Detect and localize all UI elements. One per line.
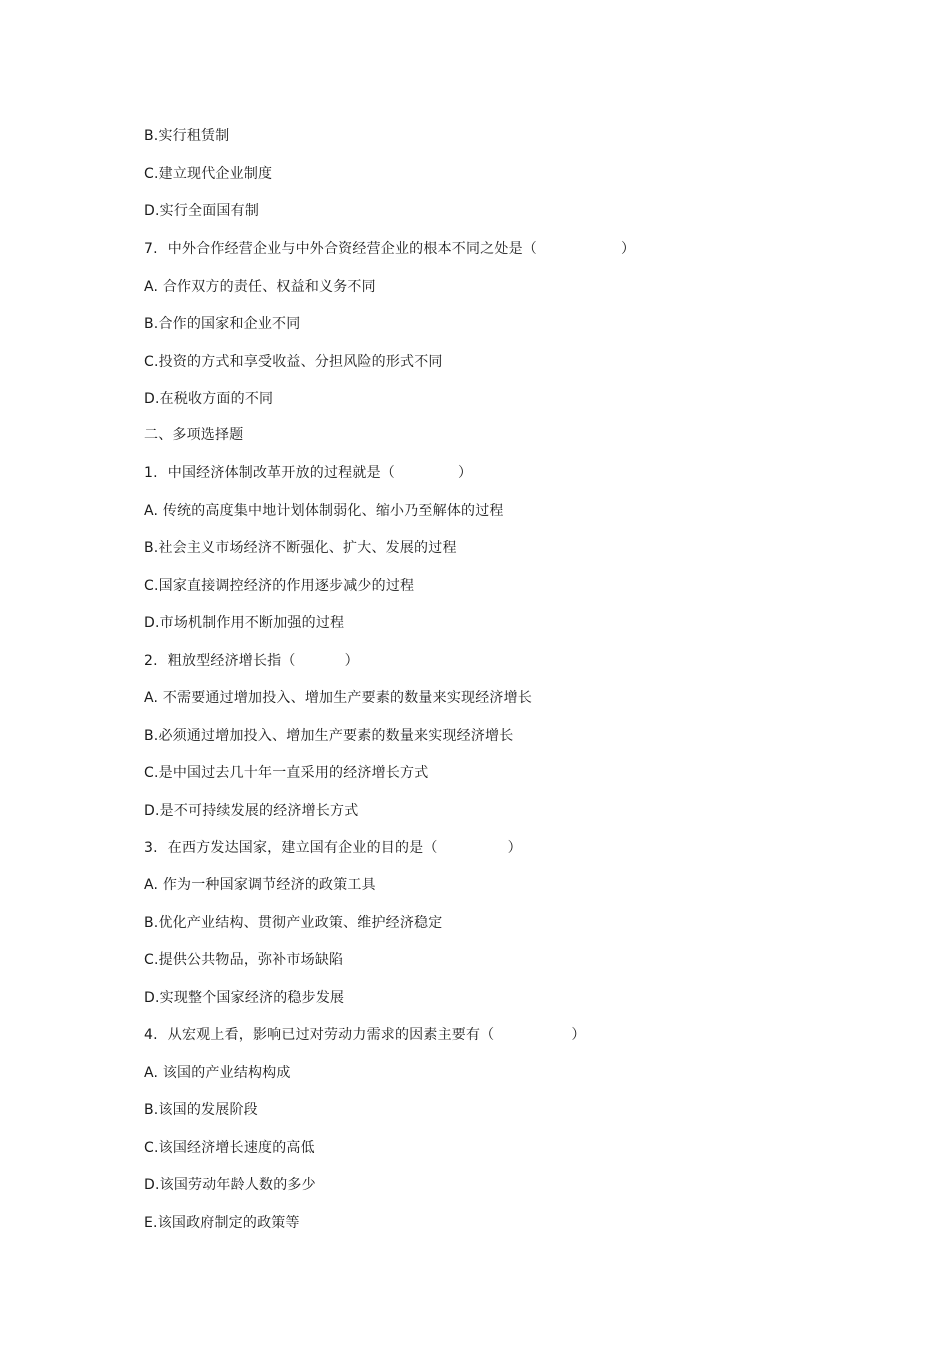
section-heading: 二、多项选择题	[144, 427, 244, 443]
question-line	[144, 652, 359, 670]
closing-paren: ）	[457, 465, 473, 481]
option-line: C.投资的方式和享受收益、分担风险的形式不同	[144, 354, 443, 370]
option-line: D.实行全面国有制	[144, 203, 260, 219]
question-number: 2.	[144, 653, 158, 669]
option-line: D.该国劳动年龄人数的多少	[144, 1177, 316, 1193]
option-line: D.市场机制作用不断加强的过程	[144, 615, 345, 631]
question-line	[144, 1026, 586, 1044]
closing-paren: ）	[571, 1027, 586, 1043]
question-line	[144, 839, 522, 857]
question-text: 中国经济体制改革开放的过程就是（	[167, 465, 395, 481]
question-line	[144, 464, 472, 482]
option-line: A. 作为一种国家调节经济的政策工具	[144, 877, 376, 893]
option-line: D.实现整个国家经济的稳步发展	[144, 990, 345, 1006]
option-line: B.优化产业结构、贯彻产业政策、维护经济稳定	[144, 915, 443, 931]
option-line: B.该国的发展阶段	[144, 1102, 258, 1118]
question-number: 1.	[144, 465, 158, 481]
option-line: A. 不需要通过增加投入、增加生产要素的数量来实现经济增长	[144, 690, 533, 706]
closing-paren: ）	[507, 840, 522, 856]
option-line: A. 合作双方的责任、权益和义务不同	[144, 279, 376, 295]
question-text: 中外合作经营企业与中外合资经营企业的根本不同之处是（	[167, 241, 537, 257]
option-line: C.该国经济增长速度的高低	[144, 1140, 315, 1156]
option-line: D.是不可持续发展的经济增长方式	[144, 803, 359, 819]
question-number: 3.	[144, 840, 158, 856]
question-number: 4.	[144, 1027, 158, 1043]
option-line: D.在税收方面的不同	[144, 391, 274, 407]
closing-paren: ）	[344, 653, 359, 669]
question-text: 从宏观上看，影响已过对劳动力需求的因素主要有（	[167, 1027, 495, 1043]
option-line: E.该国政府制定的政策等	[144, 1215, 300, 1231]
option-line: C.是中国过去几十年一直采用的经济增长方式	[144, 765, 429, 781]
option-line: B.合作的国家和企业不同	[144, 316, 301, 332]
option-line: C.国家直接调控经济的作用逐步减少的过程	[144, 578, 415, 594]
question-text: 粗放型经济增长指（	[167, 653, 296, 669]
option-line: A. 该国的产业结构构成	[144, 1065, 291, 1081]
option-line: A. 传统的高度集中地计划体制弱化、缩小乃至解体的过程	[144, 503, 504, 519]
option-line: B.社会主义市场经济不断强化、扩大、发展的过程	[144, 540, 457, 556]
option-line: C.建立现代企业制度	[144, 166, 273, 182]
option-line: B.必须通过增加投入、增加生产要素的数量来实现经济增长	[144, 728, 514, 744]
question-line	[144, 240, 635, 258]
option-line: C.提供公共物品，弥补市场缺陷	[144, 952, 344, 968]
question-number: 7.	[144, 241, 158, 257]
closing-paren: ）	[620, 241, 636, 257]
question-text: 在西方发达国家，建立国有企业的目的是（	[167, 840, 438, 856]
option-line: B.实行租赁制	[144, 128, 230, 144]
